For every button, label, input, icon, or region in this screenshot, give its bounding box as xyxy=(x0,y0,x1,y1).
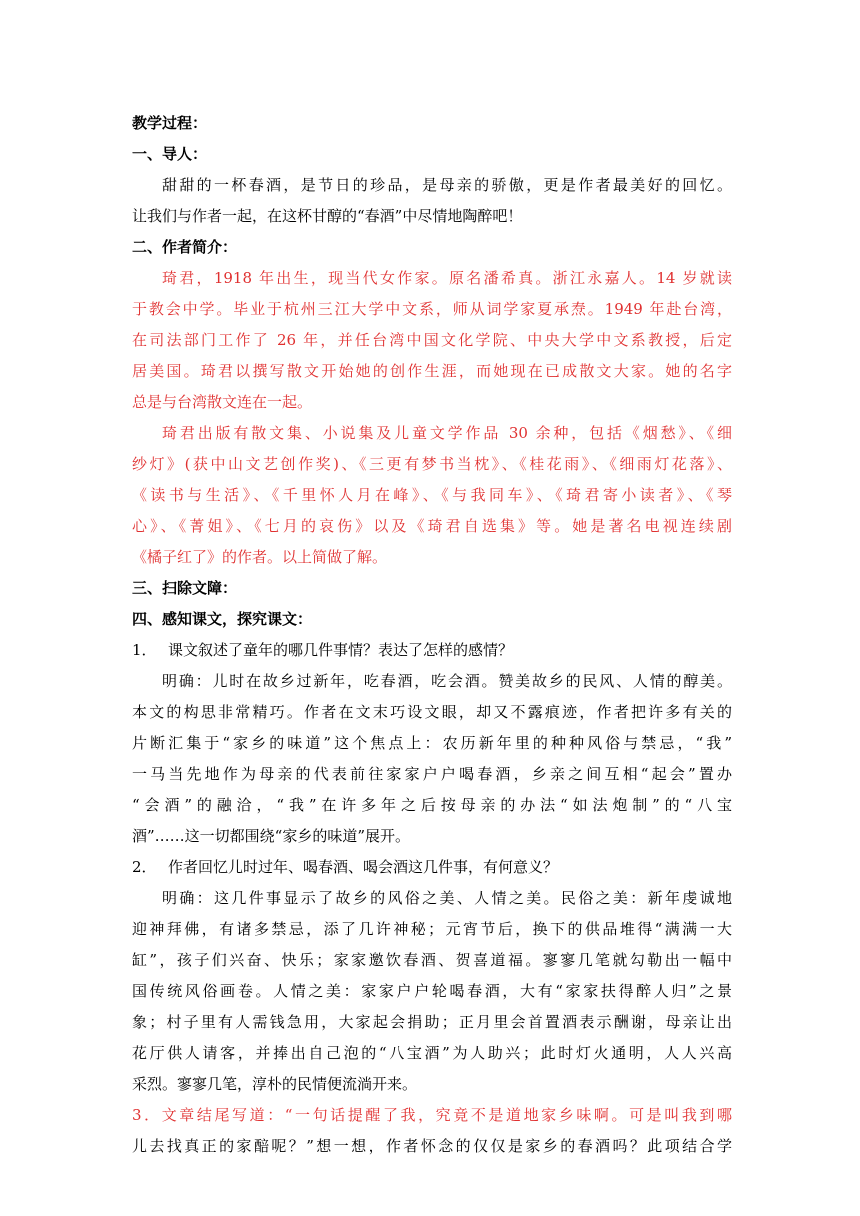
question-3-line: 儿去找真正的家醅呢？”想一想，作者怀念的仅仅是家乡的春酒吗？此项结合学 xyxy=(132,1137,732,1155)
section-explore-title: 四、感知课文，探究课文： xyxy=(132,610,313,628)
answer-2-line: 采烈。寥寥几笔，淳朴的民情便流淌开来。 xyxy=(132,1075,418,1093)
section-vocab-title: 三、扫除文障： xyxy=(132,579,238,597)
section-intro-title: 一、导人： xyxy=(132,145,208,163)
answer-1-line: 酒”……这一切都围绕“家乡的味道”展开。 xyxy=(132,827,411,845)
question-2 xyxy=(132,852,732,883)
author-bio-line: 总是与台湾散文连在一起。 xyxy=(132,393,313,411)
author-bio-line: 在司法部门工作了 26 年，并任台湾中国文化学院、中央大学中文系教授，后定 xyxy=(132,331,732,349)
author-works-line: 《读书与生活》、《千里怀人月在峰》、《与我同车》、《琦君寄小读者》、《琴 xyxy=(132,486,732,504)
answer-1-line: 片断汇集于“家乡的味道”这个焦点上：农历新年里的种种风俗与禁忌，“我” xyxy=(132,734,732,752)
answer-1-line: 本文的构思非常精巧。作者在文末巧设文眼，却又不露痕迹，作者把许多有关的 xyxy=(132,703,732,721)
question-text: 作者回忆儿时过年、喝春酒、喝会酒这几件事，有何意义？ xyxy=(168,858,559,876)
question-3-line: 3．文章结尾写道：“一句话提醒了我，究竟不是道地家乡味啊。可是叫我到哪 xyxy=(132,1106,732,1124)
answer-1-line: 明确：儿时在故乡过新年，吃春酒，吃会酒。赞美故乡的民风、人情的醇美。 xyxy=(162,672,732,690)
answer-1-line: “会酒”的融洽，“我”在许多年之后按母亲的办法“如法炮制”的“八宝 xyxy=(132,796,732,814)
author-works-line: 琦君出版有散文集、小说集及儿童文学作品 30 余种，包括《烟愁》、《细 xyxy=(162,424,732,442)
author-bio-line: 居美国。琦君以撰写散文开始她的创作生涯，而她现在已成散文大家。她的名字 xyxy=(132,362,732,380)
answer-2-line: 花厅供人请客，并捧出自己泡的“八宝酒”为人助兴；此时灯火通明，人人兴高 xyxy=(132,1044,732,1062)
author-bio-line: 琦君，1918 年出生，现当代女作家。原名潘希真。浙江永嘉人。14 岁就读 xyxy=(162,269,732,287)
intro-paragraph-line: 甜甜的一杯春酒，是节日的珍品，是母亲的骄傲，更是作者最美好的回忆。 xyxy=(162,176,732,194)
document-page xyxy=(132,108,732,1162)
answer-2-line: 迎神拜佛，有诸多禁忌，添了几许神秘；元宵节后，换下的供品堆得“满满一大 xyxy=(132,920,732,938)
section-author-title: 二、作者简介： xyxy=(132,238,238,256)
answer-2-line: 国传统风俗画卷。人情之美：家家户户轮喝春酒，大有“家家扶得醉人归”之景 xyxy=(132,982,732,1000)
author-bio-line: 于教会中学。毕业于杭州三江大学中文系，师从词学家夏承焘。1949 年赴台湾， xyxy=(132,300,732,318)
question-text: 课文叙述了童年的哪几件事情？表达了怎样的感情？ xyxy=(168,641,514,659)
answer-2-line: 缸”，孩子们兴奋、快乐；家家邀饮春酒、贺喜道福。寥寥几笔就勾勒出一幅中 xyxy=(132,951,732,969)
author-works-line: 纱灯》(获中山文艺创作奖)、《三更有梦书当枕》、《桂花雨》、《细雨灯花落》、 xyxy=(132,455,732,473)
question-1 xyxy=(132,635,732,666)
intro-paragraph-line: 让我们与作者一起，在这杯甘醇的“春酒”中尽情地陶醉吧！ xyxy=(132,207,523,225)
question-number: 2． xyxy=(132,858,157,876)
author-works-line: 心》、《菁姐》、《七月的哀伤》以及《琦君自选集》等。她是著名电视连续剧 xyxy=(132,517,732,535)
answer-1-line: 一马当先地作为母亲的代表前往家家户户喝春酒，乡亲之间互相“起会”置办 xyxy=(132,765,732,783)
question-number: 1． xyxy=(132,641,157,659)
answer-2-line: 象；村子里有人需钱急用，大家起会捐助；正月里会首置酒表示酬谢，母亲让出 xyxy=(132,1013,732,1031)
answer-2-line: 明确：这几件事显示了故乡的风俗之美、人情之美。民俗之美：新年虔诚地 xyxy=(162,889,732,907)
teaching-process-heading: 教学过程： xyxy=(132,114,208,132)
author-works-line: 《橘子红了》的作者。以上简做了解。 xyxy=(132,548,388,566)
